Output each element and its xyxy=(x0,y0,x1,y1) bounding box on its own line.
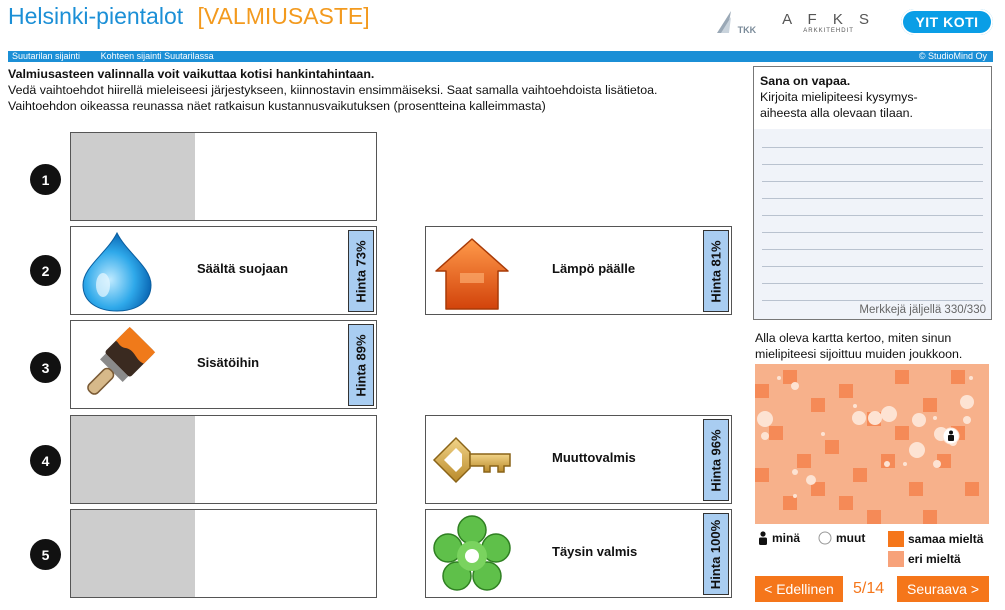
rank-number-1: 1 xyxy=(30,164,61,195)
opinion-map xyxy=(755,364,989,524)
price-badge xyxy=(703,230,729,312)
price-badge xyxy=(348,324,374,406)
price-text: Hinta 73% xyxy=(353,239,369,303)
copyright-text: © StudioMind Oy xyxy=(918,51,987,61)
option-label: Sisätöihin xyxy=(197,355,260,370)
instructions-heading: Valmiusasteen valinnalla voit vaikuttaa kotisi hankintahintaan. xyxy=(8,67,375,81)
option-label: Täysin valmis xyxy=(552,544,638,559)
comment-line-2: aiheesta alla olevaan tilaan. xyxy=(760,106,913,120)
legend-others-label: muut xyxy=(836,531,866,545)
rank-slot-5[interactable] xyxy=(70,509,377,598)
rank-number-5: 5 xyxy=(30,539,61,570)
price-text: Hinta 96% xyxy=(708,428,724,492)
comment-prompt xyxy=(754,67,991,121)
map-description-line-1: Alla oleva kartta kertoo, miten sinun xyxy=(755,331,952,345)
instructions-line-1: Vedä vaihtoehdot hiirellä mieleiseesi järjestykseen, kiinnostavin ensimmäiseksi. Saat samalla vaihtoehdoista lisätietoa. xyxy=(8,83,658,97)
next-button[interactable]: Seuraava > xyxy=(897,576,989,602)
option-card-lampo-paalle[interactable] xyxy=(425,226,732,315)
price-text: Hinta 81% xyxy=(708,239,724,303)
option-label: Lämpö päälle xyxy=(552,261,636,276)
price-text: Hinta 89% xyxy=(353,333,369,397)
price-badge xyxy=(703,513,729,595)
option-card-sisatoihin[interactable] xyxy=(70,320,377,409)
legend-disagree-label: eri mieltä xyxy=(908,552,961,566)
rank-slot-4[interactable] xyxy=(70,415,377,504)
slot-placeholder xyxy=(71,510,195,597)
me-marker xyxy=(943,428,959,444)
slot-placeholder xyxy=(71,133,195,220)
page-indicator: 5/14 xyxy=(853,580,885,597)
legend-me xyxy=(758,531,800,545)
disagree-swatch xyxy=(888,551,904,567)
nav-link-suutarila-location[interactable]: Suutarilan sijainti xyxy=(12,51,81,61)
afks-logo xyxy=(782,11,875,34)
afks-logo-text: A F K S xyxy=(782,10,875,28)
paintbrush-icon xyxy=(75,323,159,407)
map-description xyxy=(755,330,995,362)
flower-icon xyxy=(430,512,514,596)
option-label: Muuttovalmis xyxy=(552,450,636,465)
tkk-emblem-icon xyxy=(713,9,735,35)
house-icon xyxy=(430,229,514,313)
slot-placeholder xyxy=(71,416,195,503)
option-card-muuttovalmis[interactable] xyxy=(425,415,732,504)
option-card-saalta-suojaan[interactable] xyxy=(70,226,377,315)
map-description-line-2: mielipiteesi sijoittuu muiden joukkoon. xyxy=(755,347,963,361)
person-icon xyxy=(758,531,768,545)
water-drop-icon xyxy=(75,229,159,313)
agree-swatch xyxy=(888,531,904,547)
nav-link-site-location[interactable]: Kohteen sijainti Suutarilassa xyxy=(100,51,214,61)
afks-logo-subtext: ARKKITEHDIT xyxy=(803,27,854,34)
option-label: Säältä suojaan xyxy=(197,261,289,276)
comment-textarea[interactable] xyxy=(754,129,991,319)
tkk-logo xyxy=(713,9,757,35)
comment-title: Sana on vapaa. xyxy=(760,74,851,88)
legend-others xyxy=(818,531,865,545)
character-counter: Merkkejä jäljellä 330/330 xyxy=(859,304,986,316)
instructions-line-2: Vaihtoehdon oikeassa reunassa näet ratkaisun kustannusvaikutuksen (prosentteina kalleimmasta) xyxy=(8,99,546,113)
price-badge xyxy=(348,230,374,312)
key-icon xyxy=(430,418,514,502)
top-navbar xyxy=(8,51,993,62)
rank-number-3: 3 xyxy=(30,352,61,383)
price-text: Hinta 100% xyxy=(708,519,724,589)
yit-koti-logo: YIT KOTI xyxy=(901,9,993,35)
section-tag: [VALMIUSASTE] xyxy=(197,3,370,29)
legend-me-label: minä xyxy=(772,531,801,545)
legend-disagree xyxy=(888,551,961,567)
comment-line-1: Kirjoita mielipiteesi kysymys- xyxy=(760,90,918,104)
rank-number-4: 4 xyxy=(30,445,61,476)
rank-number-2: 2 xyxy=(30,255,61,286)
option-card-taysin-valmis[interactable] xyxy=(425,509,732,598)
legend-agree xyxy=(888,531,983,547)
page-title xyxy=(8,3,370,30)
instructions xyxy=(8,66,657,114)
previous-button[interactable]: < Edellinen xyxy=(755,576,843,602)
opinion-map-graphic xyxy=(755,364,989,524)
price-badge xyxy=(703,419,729,501)
legend-agree-label: samaa mieltä xyxy=(908,532,984,546)
comment-box xyxy=(753,66,992,320)
circle-outline-icon xyxy=(818,531,832,545)
tkk-logo-text: TKK xyxy=(737,25,757,35)
rank-slot-1[interactable] xyxy=(70,132,377,221)
app-title: Helsinki-pientalot xyxy=(8,3,184,29)
logo-bar xyxy=(713,2,993,42)
